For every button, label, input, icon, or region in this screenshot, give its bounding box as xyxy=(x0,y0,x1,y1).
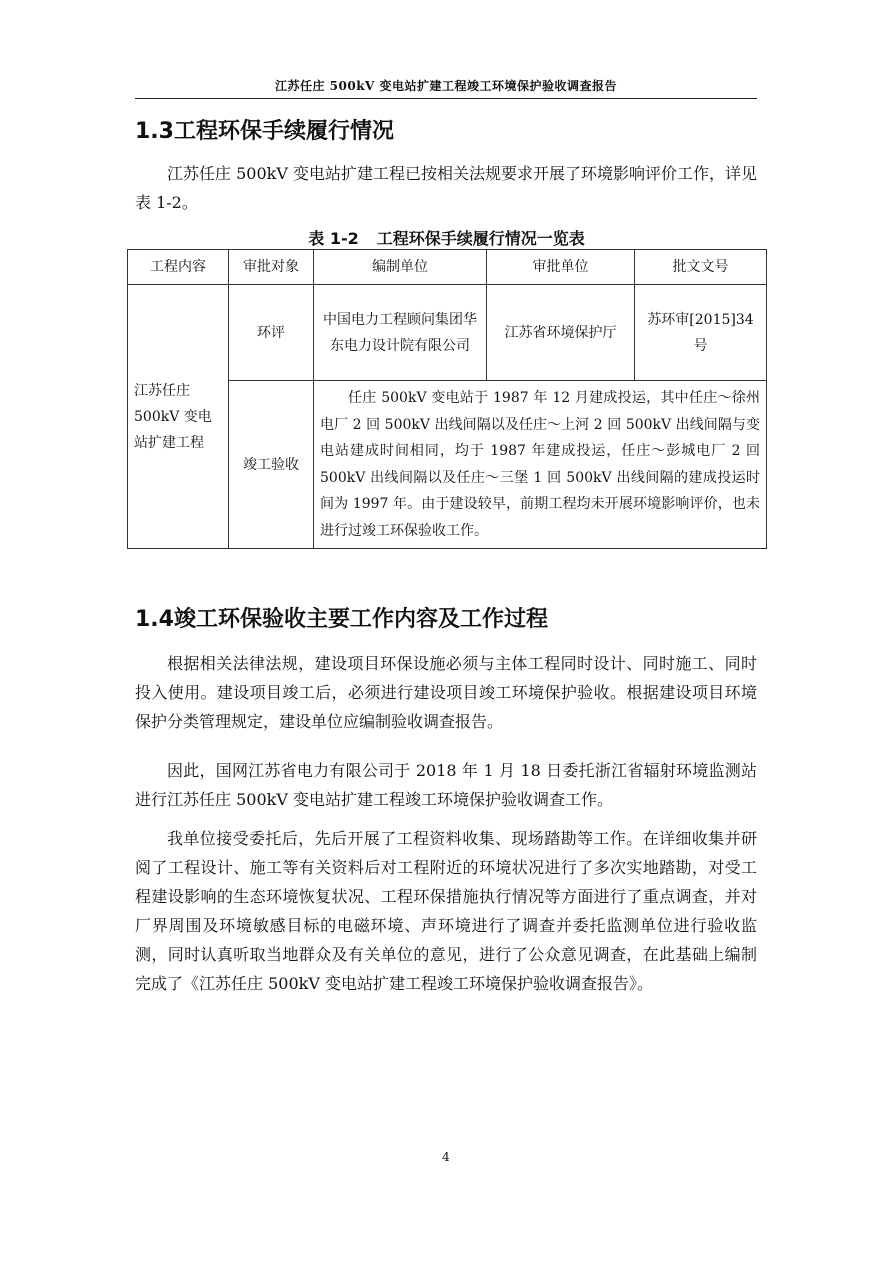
table-header-cell: 工程内容 xyxy=(128,250,229,285)
acceptance-description-cell: 任庄 500kV 变电站于 1987 年 12 月建成投运，其中任庄～徐州电厂 2 回 500kV 出线间隔以及任庄～上河 2 回 500kV 出线间隔与变电站建成时间相同，均于 1987 年建成投运，任庄～彭城电厂 2 回 500kV 出线间隔以及任庄～三堡 1 回 500kV 出线间隔的建成投运时间为 1997 年。由于建设较早，前期工程均未开展环境影响评价，也未进行过竣工环保验收工作。 xyxy=(314,381,767,549)
compiler-cell: 中国电力工程顾问集团华东电力设计院有限公司 xyxy=(314,285,487,381)
approval-object-cell: 环评 xyxy=(229,285,314,381)
page-header: 江苏任庄 500kV 变电站扩建工程竣工环境保护验收调查报告 xyxy=(274,79,618,93)
section-title-1-3: 1.3工程环保手续履行情况 xyxy=(135,119,394,144)
section-1-4-paragraph: 我单位接受委托后，先后开展了工程资料收集、现场踏勘等工作。在详细收集并研阅了工程设计、施工等有关资料后对工程附近的环境状况进行了多次实地踏勘，对受工程建设影响的生态环境恢复状况、工程环保措施执行情况等方面进行了重点调查，并对厂界周围及环境敏感目标的电磁环境、声环境进行了调查并委托监测单位进行验收监测，同时认真听取当地群众及有关单位的意见，进行了公众意见调查，在此基础上编制完成了《江苏任庄 500kV 变电站扩建工程竣工环境保护验收调查报告》。 xyxy=(135,829,757,993)
table-row xyxy=(128,285,767,381)
table-header-cell: 编制单位 xyxy=(314,250,487,285)
document-number-cell: 苏环审[2015]34号 xyxy=(635,285,767,381)
table-header-row xyxy=(128,250,767,285)
table-header-cell: 审批对象 xyxy=(229,250,314,285)
approver-cell: 江苏省环境保护厅 xyxy=(487,285,635,381)
approval-table xyxy=(127,249,767,549)
section-1-3-paragraph: 江苏任庄 500kV 变电站扩建工程已按相关法规要求开展了环境影响评价工作，详见表 1-2。 xyxy=(135,164,757,212)
project-name-cell: 江苏任庄 500kV 变电站扩建工程 xyxy=(128,285,229,549)
section-1-4-paragraph: 因此，国网江苏省电力有限公司于 2018 年 1 月 18 日委托浙江省辐射环境监测站进行江苏任庄 500kV 变电站扩建工程竣工环境保护验收调查工作。 xyxy=(135,761,757,809)
page-number: 4 xyxy=(442,1150,450,1164)
approval-object-cell: 竣工验收 xyxy=(229,381,314,549)
header-divider xyxy=(135,98,757,99)
section-1-4-paragraph: 根据相关法律法规，建设项目环保设施必须与主体工程同时设计、同时施工、同时投入使用。建设项目竣工后，必须进行建设项目竣工环境保护验收。根据建设项目环境保护分类管理规定，建设单位应编制验收调查报告。 xyxy=(135,654,757,731)
table-header-cell: 批文文号 xyxy=(635,250,767,285)
table-caption xyxy=(127,226,766,249)
table-caption-text: 工程环保手续履行情况一览表 xyxy=(376,229,585,248)
section-title-1-4: 1.4竣工环保验收主要工作内容及工作过程 xyxy=(135,607,548,632)
table-caption-number: 表 1-2 xyxy=(308,229,359,248)
table-header-cell: 审批单位 xyxy=(487,250,635,285)
